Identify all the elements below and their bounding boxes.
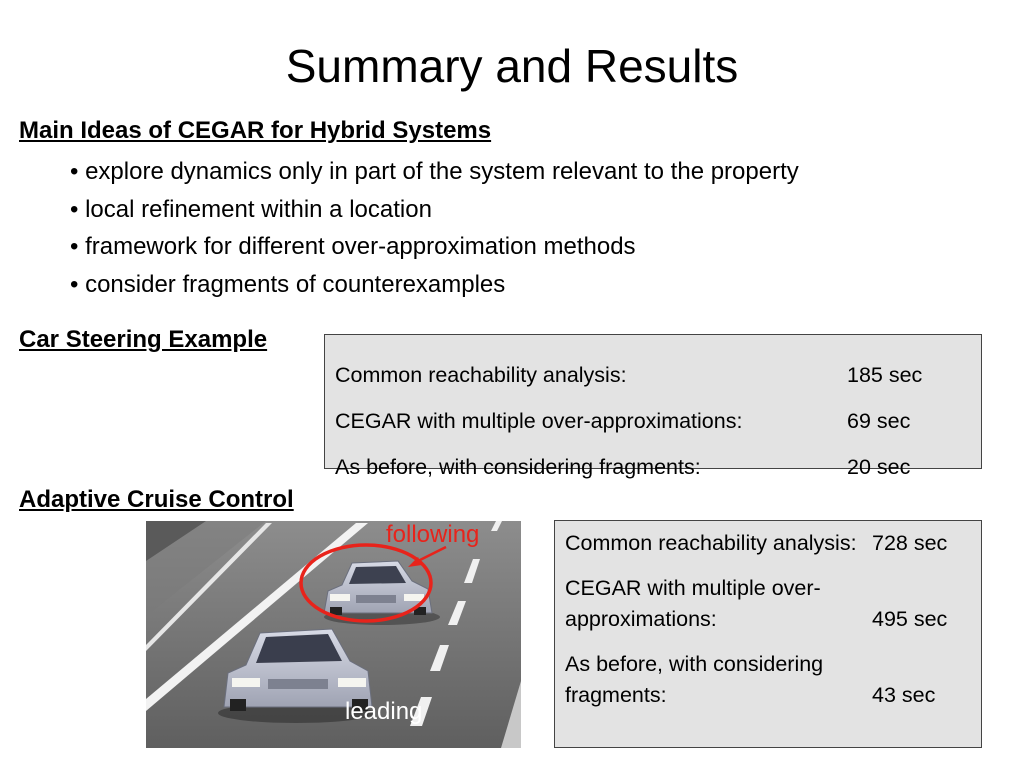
bullet-item: • consider fragments of counterexamples [70, 270, 506, 298]
highway-photo [146, 521, 521, 748]
main-ideas-heading: Main Ideas of CEGAR for Hybrid Systems [19, 117, 492, 144]
main-ideas-list [70, 153, 799, 303]
result-row [335, 434, 922, 480]
following-label: following [386, 521, 480, 548]
leading-label: leading [345, 698, 423, 725]
car-steering-heading: Car Steering Example [19, 326, 268, 353]
result-label: Common reachability analysis: [565, 531, 857, 555]
result-value: 43 sec [872, 683, 936, 707]
highway-photo-image [146, 521, 521, 748]
result-value: 495 sec [872, 607, 948, 631]
result-label: As before, with considering fragments: [335, 455, 701, 479]
car-steering-results-box [324, 334, 982, 479]
result-row [335, 342, 922, 388]
result-row [565, 635, 947, 711]
result-row [565, 559, 947, 635]
bullet-item: • local refinement within a location [70, 195, 432, 223]
acc-results-table [565, 528, 947, 711]
result-label: CEGAR with multiple over-approximations: [565, 576, 821, 631]
result-row [565, 528, 947, 559]
acc-results-box [554, 520, 982, 748]
slide-title: Summary and Results [285, 40, 739, 92]
car-steering-results-table [335, 342, 922, 480]
result-row [335, 388, 922, 434]
bullet-item: • explore dynamics only in part of the system relevant to the property [70, 158, 799, 185]
result-value: 728 sec [872, 531, 948, 555]
bullet-item: • framework for different over-approximation methods [70, 233, 636, 260]
result-label: Common reachability analysis: [335, 363, 627, 387]
result-value: 69 sec [847, 409, 911, 433]
result-label: CEGAR with multiple over-approximations: [335, 409, 743, 433]
result-value: 20 sec [847, 455, 911, 479]
result-label: As before, with considering fragments: [565, 652, 824, 707]
result-value: 185 sec [847, 363, 923, 387]
acc-heading: Adaptive Cruise Control [19, 486, 294, 513]
